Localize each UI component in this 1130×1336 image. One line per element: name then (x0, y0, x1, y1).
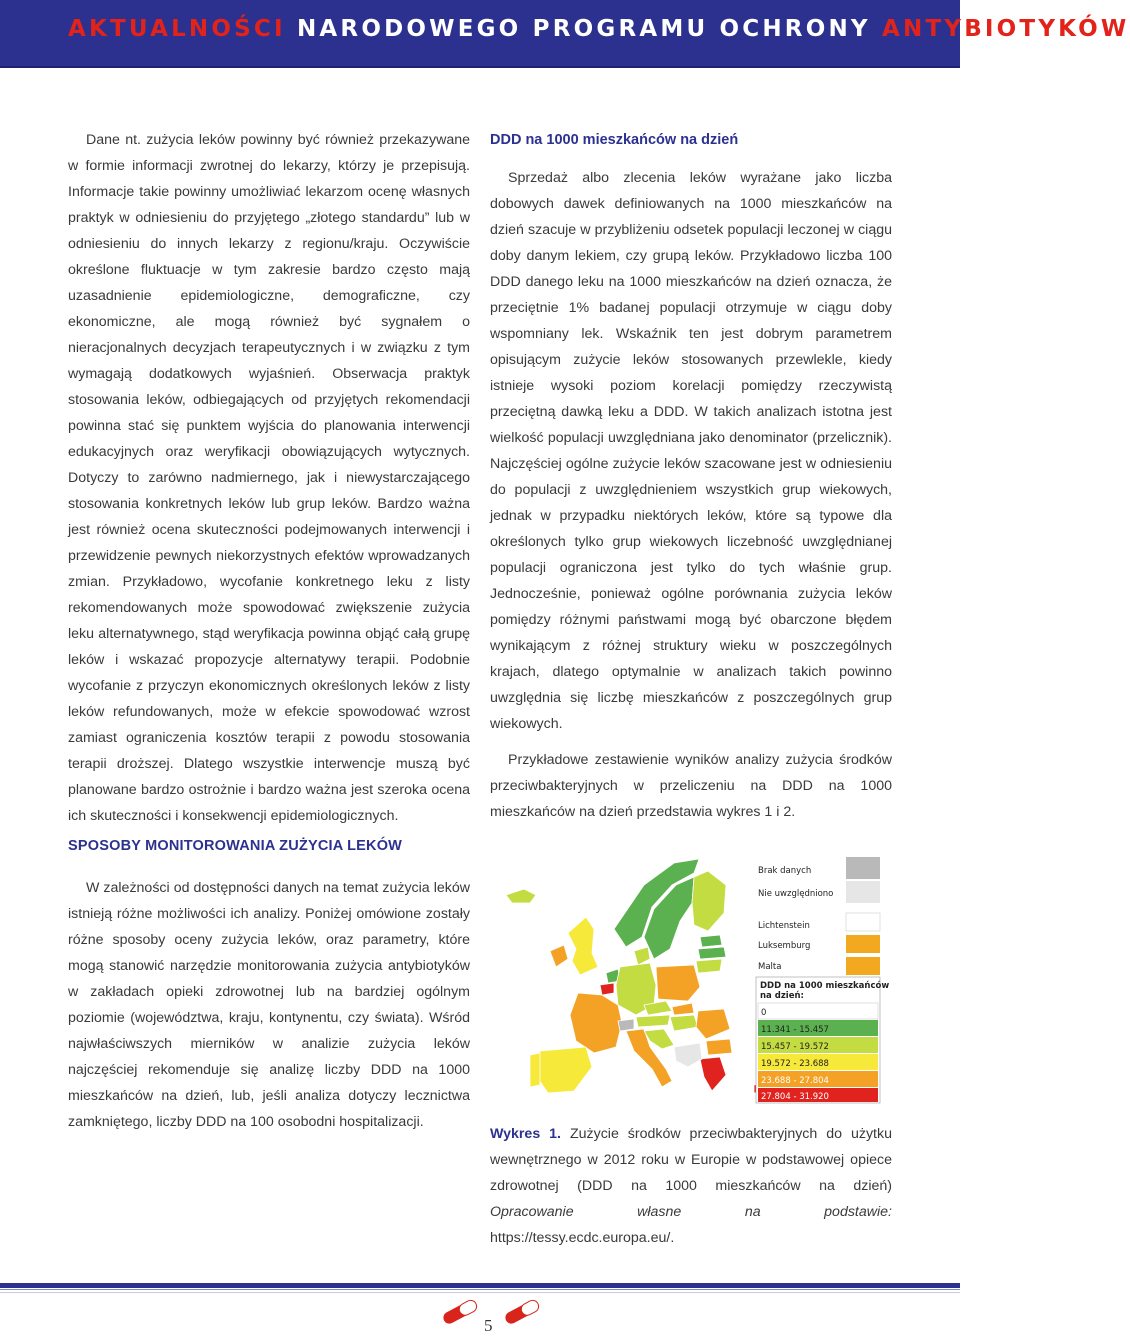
legend-scale-label-2: 15.457 - 19.572 (761, 1042, 829, 1052)
left-column-text-2 (68, 875, 470, 1135)
map-country-austria (636, 1015, 670, 1027)
page-number: 5 (484, 1316, 493, 1335)
legend-scale-label-1: 11.341 - 15.457 (761, 1025, 829, 1035)
section-heading: SPOSOBY MONITOROWANIA ZUŻYCIA LEKÓW (68, 838, 403, 854)
left-paragraph-2: W zależności od dostępności danych na temat zużycia leków istnieją różne możliwości ich analizy. Poniżej omówione zostały różne sposoby oceny zużycia leków, oraz parametry, które mogą stanowić narzędzie monitorowania zużycia antybiotyków w zakładach opieki zdrowotnej lub na bardziej ogólnym poziomie (województwa, kraju, kontynentu, czy świata). Wśród najwłaściwszych mierników w analizie zużycia leków najczęściej rekomenduje się analizę liczby DDD na 1000 mieszkańców na dzień, lub, jeśli analiza dotyczy lecznictwa zamkniętego, liczby DDD na 100 osobodni hospitalizacji. (68, 880, 470, 1130)
map-country-switzerland (618, 1019, 634, 1031)
page-header (0, 0, 1130, 66)
legend-scale-label-4: 23.688 - 27.804 (761, 1076, 829, 1086)
legend-scale-title-line1: DDD na 1000 mieszkańców (760, 981, 890, 991)
legend-label-lichtenstein: Lichtenstein (758, 921, 810, 931)
footer-stripe (0, 1289, 960, 1290)
right-subheading: DDD na 1000 mieszkańców na dzień (490, 132, 739, 148)
footer-bar (0, 1283, 960, 1288)
header-title-part2: NARODOWEGO PROGRAMU OCHRONY (296, 16, 871, 42)
legend-scale-title-line2: na dzień: (760, 991, 804, 1001)
caption-italic: Opracowanie własne na podstawie: (490, 1204, 892, 1220)
legend-label-luksemburg: Luksemburg (758, 941, 811, 951)
legend-swatch-luksemburg (846, 935, 880, 953)
right-paragraph-1: Sprzedaż albo zlecenia leków wyrażane jako liczba dobowych dawek definiowanych na 1000 mieszkańców na dzień szacuje w przybliżeniu odsetek populacji leczonej w ciągu doby danym lekiem, czy grupą leków. Przykładowo liczba 100 DDD danego leku na 1000 mieszkańców na dzień oznacza, że przeciętnie 1% badanej populacji otrzymuje w ciągu doby wspomniany lek. Wskaźnik ten jest dobrym parametrem opisującym zużycie leków stosowanych przewlekle, kiedy istnieje wysoki poziom korelacji pomiędzy rzeczywistą przeciętną dawką leku a DDD. W takich analizach istotna jest wielkość populacji uwzględniana jako denominator (przelicznik). Najczęściej ogólne zużycie leków szacowane jest w odniesieniu do populacji z uwzględnieniem wszystkich grup wiekowych, jednak w przypadku niektórych leków, które są typowe dla określonych tylko grup wiekowych liczebność uwzględnianej populacji ograniczona jest tylko do tych właśnie grup. Jednocześnie, ponieważ ogólne porównania zużycia leków pomiędzy różnymi państwami mogą być obarczone błędem wynikającym z różnej struktury wieku w poszczególnych krajach, dlatego optymalnie w analizach takich powinno uwzględnia się liczbę mieszkańców z poszczególnych grup wiekowych. (490, 170, 892, 732)
footer-stripe-light (0, 1292, 960, 1293)
legend-swatch-lichtenstein (846, 913, 880, 931)
caption-label: Wykres 1. (490, 1126, 561, 1142)
legend-swatch-brak-danych (846, 857, 880, 879)
left-paragraph-1: Dane nt. zużycia leków powinny być również przekazywane w formie informacji zwrotnej do lekarzy, którzy je przepisują. Informacje takie powinny umożliwiać lekarzom ocenę własnych praktyk w odniesieniu do przyjętego „złotego standardu” lub w odniesieniu do innych lekarzy z regionu/kraju. Oczywiście określone fluktuacje w tym zakresie bardzo często mają uzasadnienie epidemiologiczne, demograficzne, czy ekonomiczne, ale mogą również być sygnałem o nieracjonalnych decyzjach terapeutycznych i w związku z tym wymagają dodatkowych wyjaśnień. Obserwacja praktyk stosowania leków, odbiegających od przyjętych rekomendacji powinna stać się punktem wyjścia do planowania interwencji edukacyjnych oraz weryfikacji obowiązujących wytycznych. Dotyczy to zarówno nadmiernego, jak i niewystarczającego stosowania konkretnych leków lub grup leków. Bardzo ważna jest również ocena skuteczności podejmowanych interwencji i przewidzenie pewnych niekorzystnych efektów wprowadzanych zmian. Przykładowo, wycofanie konkretnego leku z listy rekomendowanych może spowodować zwiększenie zużycia leku alternatywnego, stąd weryfikacja powinna objąć całą grupę leków i wskazać propozycje alternatywy terapii. Podobnie wycofanie z przyczyn ekonomicznych określonych leków z listy leków refundowanych, może w efekcie spowodować wzrost zamiast ograniczenia kosztów terapii z powodu stosowania terapii droższej. Dlatego wszystkie interwencje muszą być planowane bardzo ostrożnie i bardzo ważna jest szeroka ocena ich skuteczności i konsekwencji epidemiologicznych. (68, 132, 470, 824)
legend-label-malta: Malta (758, 962, 782, 972)
legend-swatch-malta (846, 957, 880, 975)
right-paragraph-2: Przykładowe zestawienie wyników analizy zużycia środków przeciwbakteryjnych w przeliczeniu na DDD na 1000 mieszkańców na dzień przedstawia wykres 1 i 2. (490, 752, 892, 820)
map-country-estonia (700, 935, 722, 947)
caption-source: https://tessy.ecdc.europa.eu/. (490, 1230, 675, 1246)
legend-label-brak-danych: Brak danych (758, 866, 812, 876)
left-column-text (68, 127, 470, 829)
legend-scale-swatch-0 (758, 1003, 878, 1019)
map-country-bulgaria (706, 1039, 732, 1055)
caption-text: Zużycie środków przeciwbakteryjnych do użytku wewnętrznego w 2012 roku w Europie w podstawowej opiece zdrowotnej (DDD na 1000 mieszkańców na dzień) (490, 1126, 892, 1194)
right-column-text (490, 127, 892, 825)
legend-swatch-nie-uwzgledniono (846, 881, 880, 903)
legend-label-nie-uwzgledniono: Nie uwzględniono (758, 889, 834, 899)
header-title-part1: AKTUALNOŚCI (68, 16, 286, 42)
map-country-lithuania (696, 959, 722, 973)
legend-scale-label-3: 19.572 - 23.688 (761, 1059, 829, 1069)
header-title-part3: ANTYBIOTYKÓW (882, 16, 1130, 42)
figure-caption (490, 1121, 892, 1251)
map-legend (756, 857, 889, 1103)
map-country-portugal (530, 1053, 540, 1087)
header-title (68, 16, 1130, 42)
map-country-belgium (600, 983, 614, 995)
europe-map-figure (494, 855, 890, 1105)
legend-scale-label-0: 0 (761, 1008, 767, 1018)
map-country-latvia (698, 947, 726, 959)
legend-scale-label-5: 27.804 - 31.920 (761, 1092, 829, 1102)
